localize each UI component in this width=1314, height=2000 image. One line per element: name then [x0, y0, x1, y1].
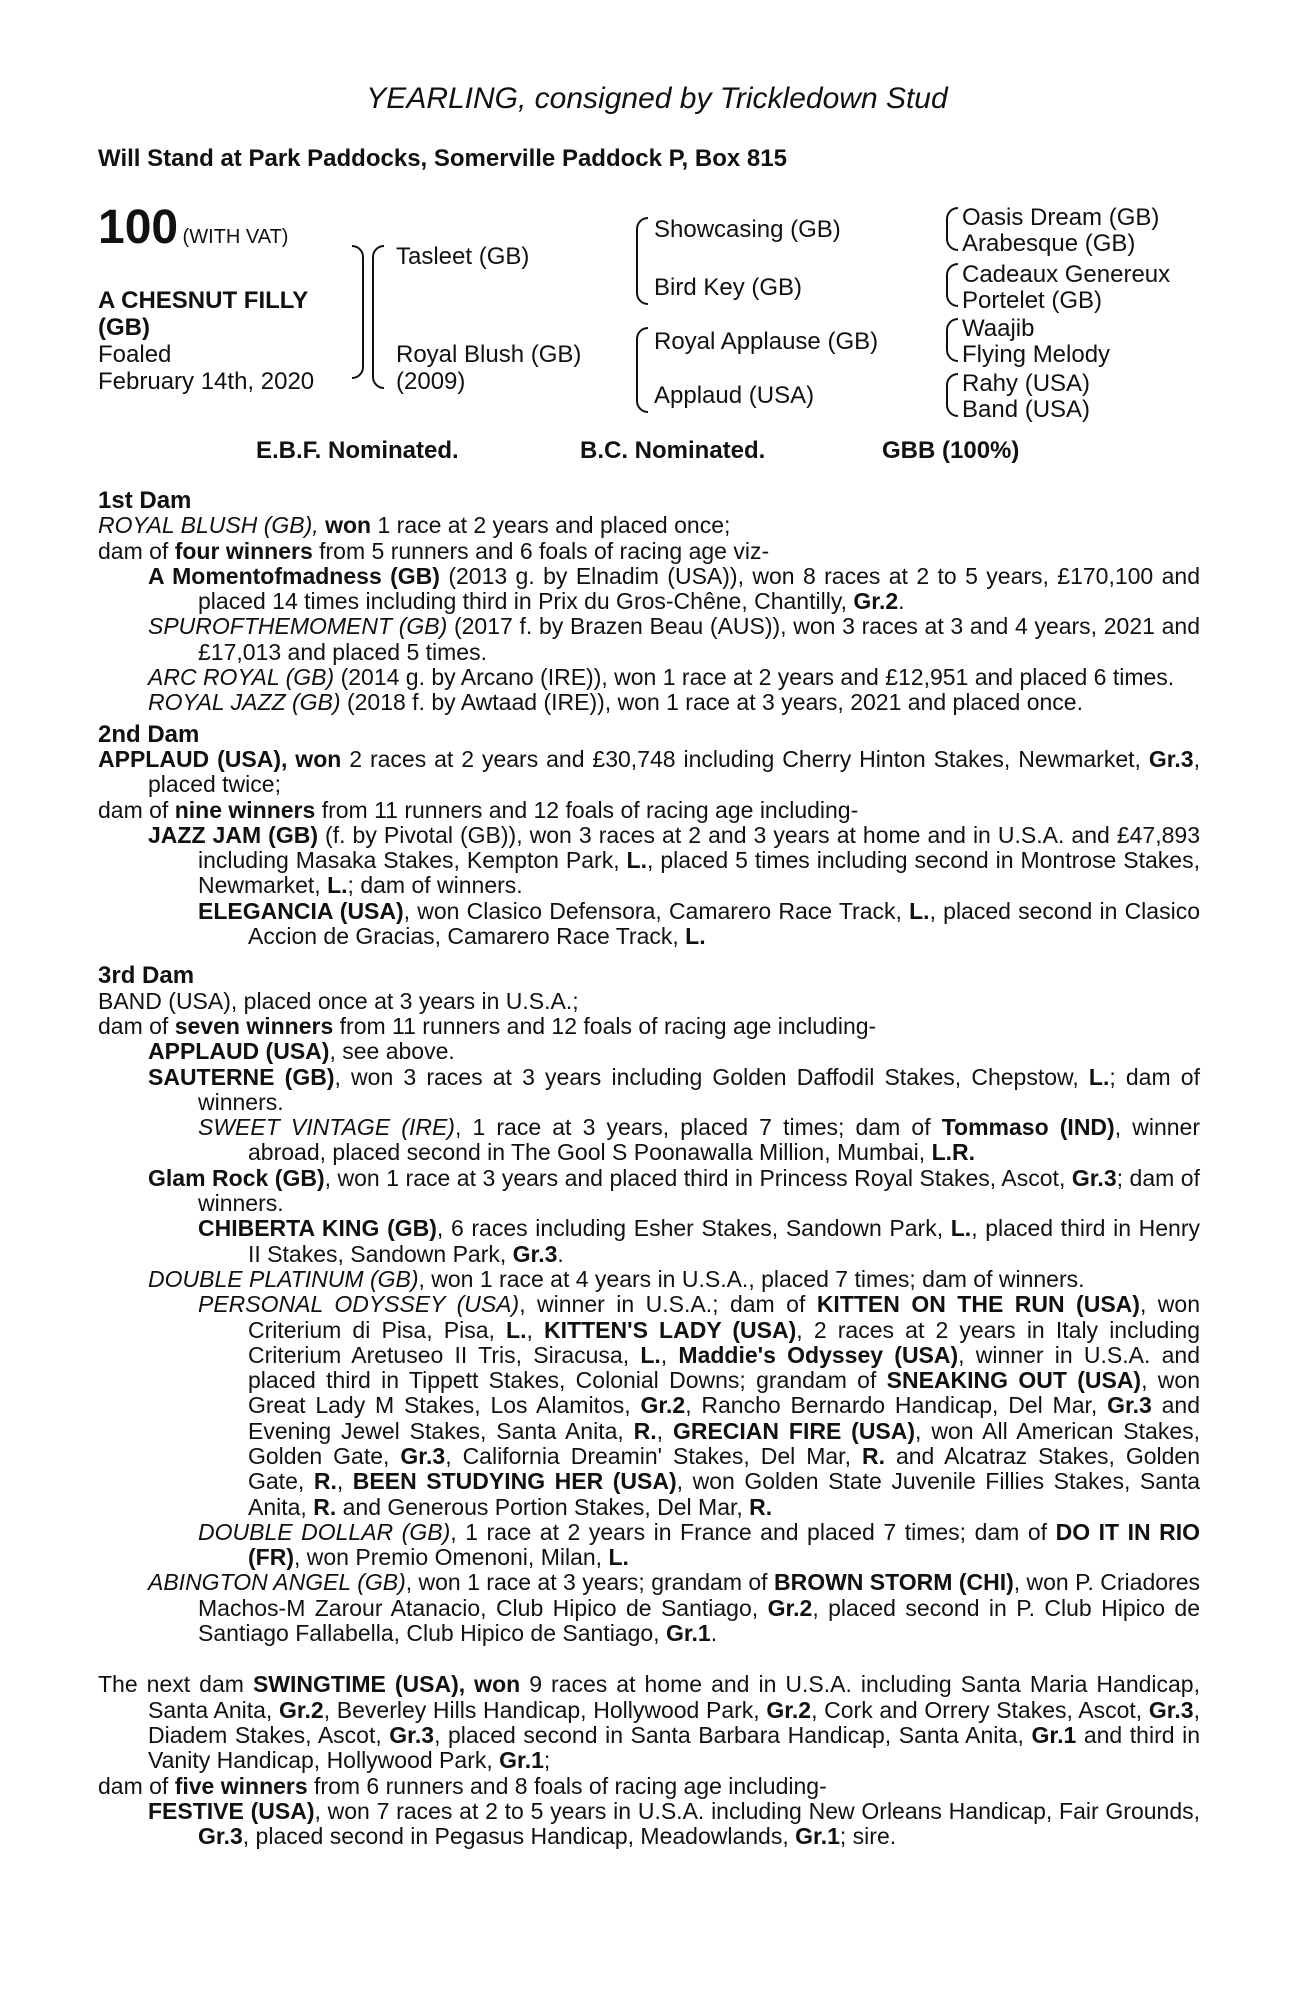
gen3-name-4: Portelet (GB): [962, 287, 1103, 314]
gen3-name-3: Cadeaux Genereux: [962, 261, 1171, 288]
produce-entry: ABINGTON ANGEL (GB), won 1 race at 3 years; grandam of BROWN STORM (CHI), won P. Criadores Machos-M Zarour Atanacio, Club Hipico de Santiago, Gr.2, placed second in P. Club Hipico de Santiago Fallabella, Club Hipico de Santiago, Gr.1.: [148, 1569, 1200, 1647]
second-dam-record: APPLAUD (USA), won 2 races at 2 years and £30,748 including Cherry Hinton Stakes, Newmarket, Gr.3, placed twice;: [98, 745, 1200, 798]
gen1-bracket: [372, 245, 384, 389]
first-dam-record: ROYAL BLUSH (GB), won 1 race at 2 years and placed once;: [98, 512, 731, 539]
produce-entry: SAUTERNE (GB), won 3 races at 3 years including Golden Daffodil Stakes, Chepstow, L.; dam of winners.: [148, 1063, 1200, 1115]
third-dam-produce: dam of seven winners from 11 runners and 12 foals of racing age including-: [98, 1012, 877, 1039]
produce-entry: JAZZ JAM (GB) (f. by Pivotal (GB)), won 3 races at 2 and 3 years at home and in U.S.A. and £47,893 including Masaka Stakes, Kempton Park, L., placed 5 times including second in Montrose Stakes, Newmarket, L.; dam of winners.: [148, 821, 1200, 899]
produce-entry: APPLAUD (USA), see above.: [148, 1038, 455, 1065]
first-dam-heading: 1st Dam: [98, 487, 192, 514]
sire-dam: Bird Key (GB): [654, 274, 803, 301]
vat-label: (WITH VAT): [182, 226, 289, 248]
gen3-bracket-3: [946, 318, 958, 362]
lot-number: 100: [98, 201, 179, 254]
produce-entry: FESTIVE (USA), won 7 races at 2 to 5 years in U.S.A. including New Orleans Handicap, Fair Grounds, Gr.3, placed second in Pegasus Handicap, Meadowlands, Gr.1; sire.: [148, 1797, 1200, 1850]
sire-sire: Showcasing (GB): [654, 216, 841, 243]
foaled-label: Foaled: [98, 341, 172, 368]
lot-description: A CHESNUT FILLY: [98, 287, 309, 314]
second-dam-produce: dam of nine winners from 11 runners and 12 foals of racing age including-: [98, 796, 859, 823]
produce-entry: ROYAL JAZZ (GB) (2018 f. by Awtaad (IRE)), won 1 race at 3 years, 2021 and placed once.: [148, 689, 1083, 716]
second-dam-heading: 2nd Dam: [98, 720, 200, 748]
gen3-bracket-1: [946, 207, 958, 251]
gen3-name-7: Rahy (USA): [962, 370, 1091, 397]
produce-entry: SWEET VINTAGE (IRE), 1 race at 3 years, placed 7 times; dam of Tommaso (IND), winner abroad, placed second in The Gool S Poonawalla Million, Mumbai, L.R.: [198, 1114, 1200, 1166]
lot-bracket: [352, 245, 364, 379]
gen3-name-6: Flying Melody: [962, 341, 1111, 368]
produce-entry: ELEGANCIA (USA), won Clasico Defensora, Camarero Race Track, L., placed second in Clasico Accion de Gracias, Camarero Race Track, L.: [198, 897, 1200, 950]
produce-entry: ARC ROYAL (GB) (2014 g. by Arcano (IRE)), won 1 race at 2 years and £12,951 and placed 6 times.: [148, 664, 1175, 691]
sire-name: Tasleet (GB): [396, 243, 530, 270]
ebf-nomination: E.B.F. Nominated.: [256, 437, 459, 464]
page-heading: YEARLING, consigned by Trickledown Stud: [366, 82, 948, 115]
dam-sire: Royal Applause (GB): [654, 328, 879, 355]
dam-name: Royal Blush (GB): [396, 341, 582, 368]
gen3-bracket-4: [946, 373, 958, 417]
dam-year: (2009): [396, 368, 466, 395]
bc-nomination: B.C. Nominated.: [580, 437, 766, 464]
produce-entry: A Momentofmadness (GB) (2013 g. by Elnadim (USA)), won 8 races at 2 to 5 years, £170,100 and placed 14 times including third in Prix du Gros-Chêne, Chantilly, Gr.2.: [148, 562, 1200, 615]
stand-location: Will Stand at Park Paddocks, Somerville Paddock P, Box 815: [98, 145, 787, 172]
produce-entry: PERSONAL ODYSSEY (USA), winner in U.S.A.; dam of KITTEN ON THE RUN (USA), won Criterium di Pisa, Pisa, L., KITTEN'S LADY (USA), 2 races at 2 years in Italy including Criterium Aretuseo II Tris, Siracusa, L., Maddie's Odyssey (USA), winner in U.S.A. and placed third in Tippett Stakes, Colonial Downs; grandam of SNEAKING OUT (USA), won Great Lady M Stakes, Los Alamitos, Gr.2, Rancho Bernardo Handicap, Del Mar, Gr.3 and Evening Jewel Stakes, Santa Anita, R., GRECIAN FIRE (USA), won All American Stakes, Golden Gate, Gr.3, California Dreamin' Stakes, Del Mar, R. and Alcatraz Stakes, Golden Gate, R., BEEN STUDYING HER (USA), won Golden State Juvenile Fillies Stakes, Santa Anita, R. and Generous Portion Stakes, Del Mar, R.: [198, 1291, 1201, 1520]
gbb-rating: GBB (100%): [882, 437, 1020, 464]
foaled-date: February 14th, 2020: [98, 368, 315, 395]
next-dam-produce: dam of five winners from 6 runners and 8 foals of racing age including-: [98, 1772, 827, 1799]
dam-dam: Applaud (USA): [654, 382, 815, 409]
lot-description-country: (GB): [98, 314, 150, 341]
gen3-name-1: Oasis Dream (GB): [962, 204, 1160, 231]
dam-family-text: [98, 488, 1200, 1849]
first-dam-produce: dam of four winners from 5 runners and 6 foals of racing age viz-: [98, 537, 770, 564]
produce-entry: SPUROFTHEMOMENT (GB) (2017 f. by Brazen Beau (AUS)), won 3 races at 3 and 4 years, 2021 and £17,013 and placed 5 times.: [148, 613, 1200, 665]
gen3-name-2: Arabesque (GB): [962, 230, 1136, 257]
produce-entry: CHIBERTA KING (GB), 6 races including Esher Stakes, Sandown Park, L., placed third in Henry II Stakes, Sandown Park, Gr.3.: [198, 1215, 1200, 1267]
produce-entry: Glam Rock (GB), won 1 race at 3 years and placed third in Princess Royal Stakes, Ascot, Gr.3; dam of winners.: [148, 1164, 1200, 1217]
lot-number-line: [98, 200, 288, 255]
produce-entry: DOUBLE PLATINUM (GB), won 1 race at 4 years in U.S.A., placed 7 times; dam of winners.: [148, 1265, 1085, 1292]
next-dam-record: The next dam SWINGTIME (USA), won 9 races at home and in U.S.A. including Santa Maria Handicap, Santa Anita, Gr.2, Beverley Hills Handicap, Hollywood Park, Gr.2, Cork and Orrery Stakes, Ascot, Gr.3, Diadem Stakes, Ascot, Gr.3, placed second in Santa Barbara Handicap, Santa Anita, Gr.1 and third in Vanity Handicap, Hollywood Park, Gr.1;: [98, 1671, 1200, 1774]
third-dam-record: BAND (USA), placed once at 3 years in U.S.A.;: [98, 987, 579, 1014]
dam-bracket: [636, 327, 648, 413]
produce-entry: DOUBLE DOLLAR (GB), 1 race at 2 years in France and placed 7 times; dam of DO IT IN RIO (FR), won Premio Omenoni, Milan, L.: [198, 1518, 1201, 1571]
third-dam-heading: 3rd Dam: [98, 962, 195, 990]
gen3-name-8: Band (USA): [962, 396, 1091, 423]
sire-bracket: [636, 217, 648, 305]
gen3-name-5: Waajib: [962, 315, 1035, 342]
gen3-bracket-2: [946, 263, 958, 307]
